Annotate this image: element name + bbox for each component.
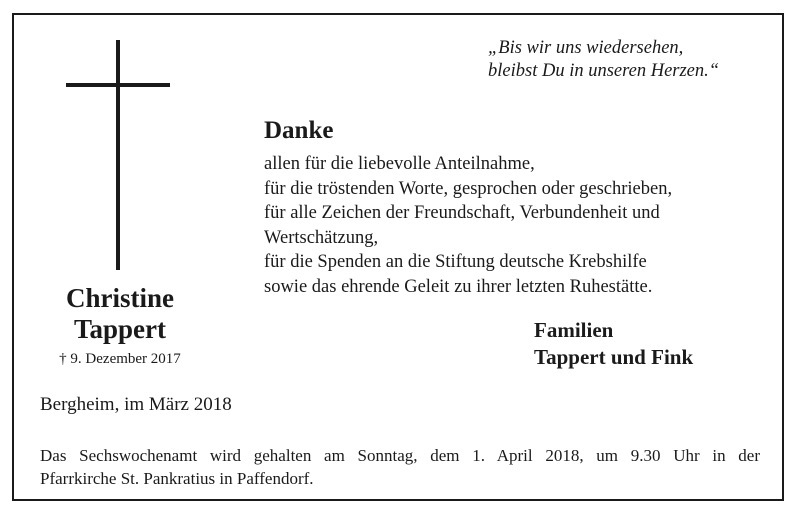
- death-date: † 9. Dezember 2017: [59, 351, 181, 367]
- family-line: Tappert und Fink: [534, 345, 694, 369]
- thanks-line: Wertschätzung,: [264, 227, 379, 248]
- quote-line: „Bis wir uns wiedersehen,: [488, 38, 684, 58]
- thanks-line: für die Spenden an die Stiftung deutsche Krebshilfe: [264, 252, 647, 272]
- thanks-line: für die tröstenden Worte, gesprochen oder geschrieben,: [264, 178, 673, 199]
- cross-horizontal-bar: [66, 83, 170, 87]
- quote-line: bleibst Du in unseren Herzen.“: [488, 61, 720, 81]
- mass-notice: [40, 444, 760, 490]
- family-line: Familien: [534, 318, 614, 342]
- deceased-last-name: Tappert: [73, 314, 167, 344]
- deceased-first-name: Christine: [66, 283, 174, 313]
- thanks-line: allen für die liebevolle Anteilnahme,: [264, 154, 535, 174]
- thanks-line: für alle Zeichen der Freundschaft, Verbundenheit und: [264, 203, 660, 223]
- deceased-name: [34, 283, 206, 345]
- family-signature: [534, 317, 693, 371]
- place-date: Bergheim, im März 2018: [40, 394, 232, 415]
- cross-icon: [66, 40, 170, 270]
- notice-line: Das Sechswochenamt wird gehalten am Sonntag, dem 1. April 2018, um 9.30 Uhr in der: [40, 446, 760, 465]
- notice-line: Pfarrkirche St. Pankratius in Paffendorf.: [40, 469, 314, 488]
- thanks-heading: Danke: [264, 117, 334, 144]
- cross-vertical-bar: [116, 40, 120, 270]
- memorial-quote: [488, 37, 778, 83]
- obituary-frame: [12, 13, 784, 501]
- thanks-text: [264, 152, 774, 299]
- thanks-line: sowie das ehrende Geleit zu ihrer letzten Ruhestätte.: [264, 276, 653, 297]
